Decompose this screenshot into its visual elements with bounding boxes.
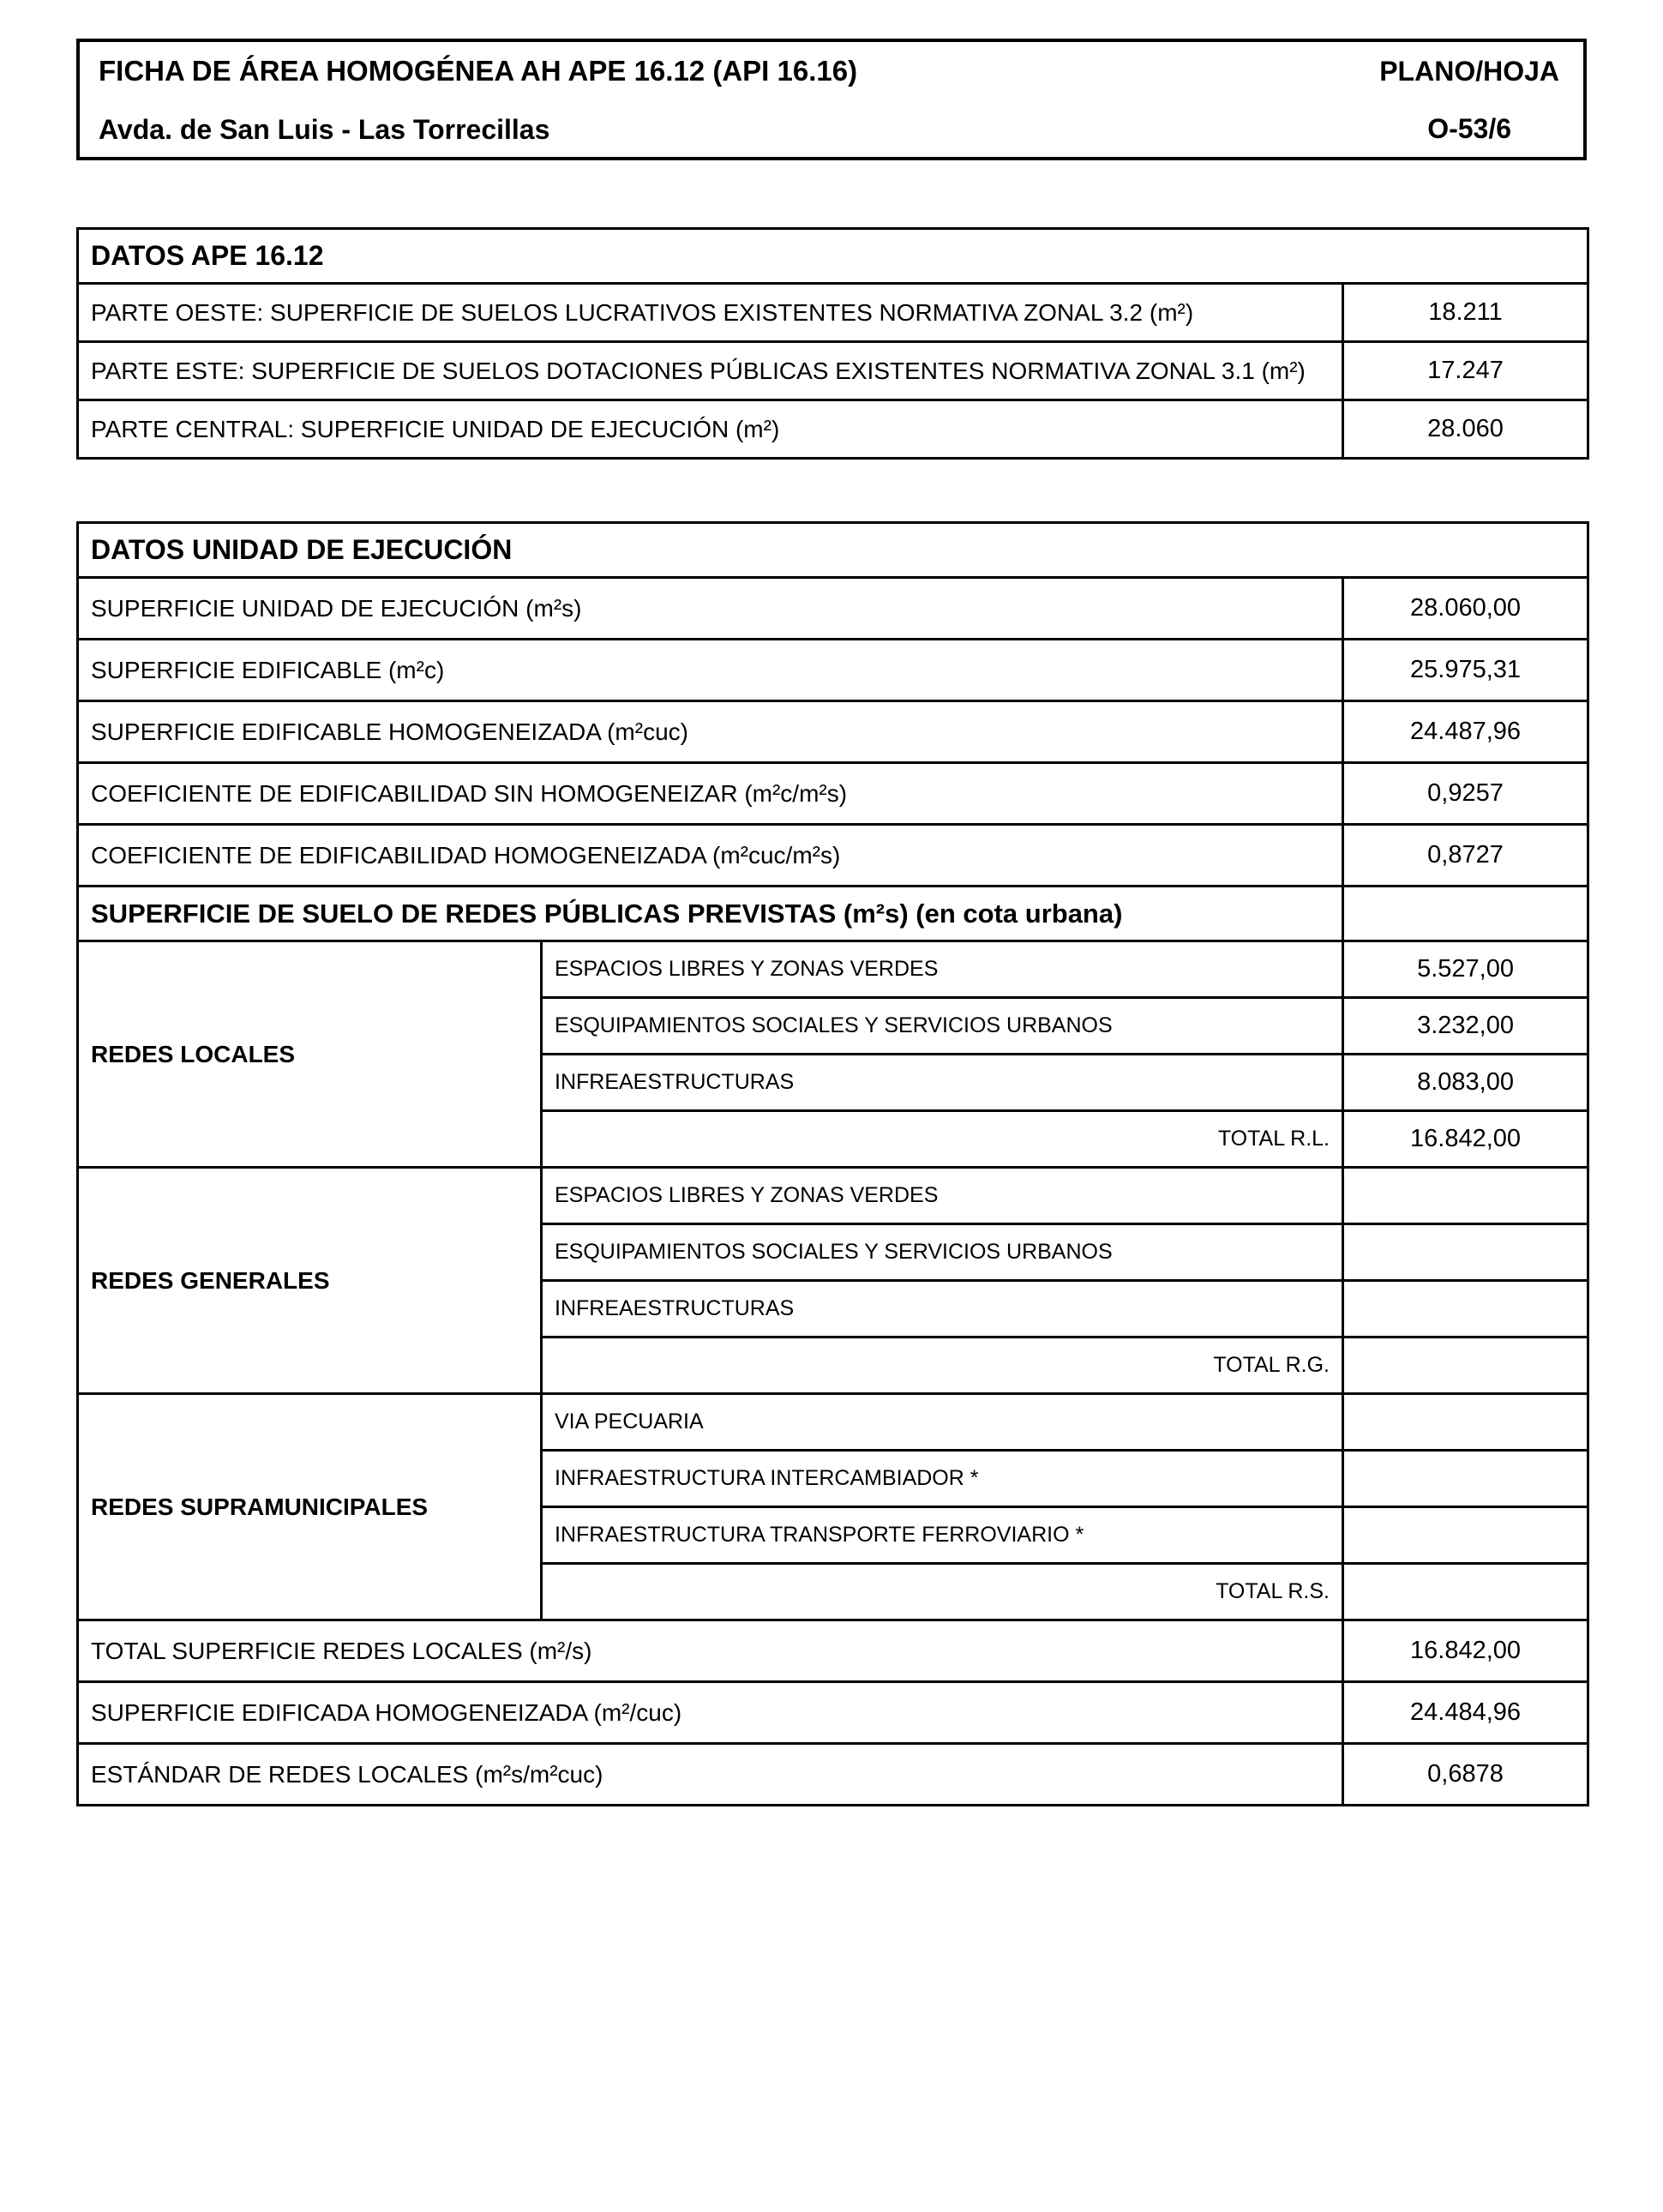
- total-value: 16.842,00: [1343, 1111, 1588, 1168]
- row-value-empty: [1343, 887, 1588, 941]
- table-row: [78, 701, 1588, 763]
- total-value: [1343, 1564, 1588, 1620]
- page-title: FICHA DE ÁREA HOMOGÉNEA AH APE 16.12 (API 16.16): [99, 55, 858, 87]
- row-value: [1343, 1168, 1588, 1224]
- group-label: REDES LOCALES: [78, 941, 542, 1168]
- datos-ape-title: DATOS APE 16.12: [78, 229, 1588, 284]
- row-value: [1343, 1281, 1588, 1337]
- row-label: SUPERFICIE UNIDAD DE EJECUCIÓN (m²s): [78, 578, 1343, 640]
- row-value: [1343, 1451, 1588, 1507]
- row-value: 28.060,00: [1343, 578, 1588, 640]
- row-label: COEFICIENTE DE EDIFICABILIDAD HOMOGENEIZADA (m²cuc/m²s): [78, 825, 1343, 887]
- table-row: [78, 640, 1588, 701]
- header-right: [1379, 56, 1564, 145]
- row-value: 3.232,00: [1343, 998, 1588, 1055]
- row-label: VIA PECUARIA: [542, 1394, 1343, 1451]
- page-subtitle: Avda. de San Luis - Las Torrecillas: [99, 113, 550, 145]
- row-value: 17.247: [1343, 342, 1588, 400]
- row-value: [1343, 1394, 1588, 1451]
- row-value: 5.527,00: [1343, 941, 1588, 998]
- table-row: [78, 400, 1588, 459]
- row-label: ESQUIPAMIENTOS SOCIALES Y SERVICIOS URBANOS: [542, 998, 1343, 1055]
- table-row: [78, 578, 1588, 640]
- total-label: TOTAL R.L.: [542, 1111, 1343, 1168]
- row-label: PARTE ESTE: SUPERFICIE DE SUELOS DOTACIONES PÚBLICAS EXISTENTES NORMATIVA ZONAL 3.1 (m²): [78, 342, 1343, 400]
- table-title-row: [78, 523, 1588, 578]
- table-row: [78, 1620, 1588, 1682]
- row-value: 24.487,96: [1343, 701, 1588, 763]
- table-row: [78, 284, 1588, 342]
- total-label: TOTAL R.S.: [542, 1564, 1343, 1620]
- table-row: [78, 763, 1588, 825]
- row-label: PARTE CENTRAL: SUPERFICIE UNIDAD DE EJECUCIÓN (m²): [78, 400, 1343, 459]
- datos-ue-title: DATOS UNIDAD DE EJECUCIÓN: [78, 523, 1588, 578]
- plano-hoja-label: PLANO/HOJA: [1379, 56, 1559, 87]
- row-label: SUPERFICIE EDIFICADA HOMOGENEIZADA (m²/cuc): [78, 1682, 1343, 1744]
- redes-header-row: [78, 887, 1588, 941]
- group-label: REDES SUPRAMUNICIPALES: [78, 1394, 542, 1620]
- row-label: SUPERFICIE EDIFICABLE HOMOGENEIZADA (m²cuc): [78, 701, 1343, 763]
- datos-unidad-ejecucion-table: [76, 521, 1589, 1806]
- row-label: INFREAESTRUCTURAS: [542, 1055, 1343, 1111]
- table-row: [78, 941, 1588, 998]
- row-label: PARTE OESTE: SUPERFICIE DE SUELOS LUCRATIVOS EXISTENTES NORMATIVA ZONAL 3.2 (m²): [78, 284, 1343, 342]
- table-row: [78, 1394, 1588, 1451]
- datos-ape-table: [76, 227, 1589, 460]
- row-label: ESPACIOS LIBRES Y ZONAS VERDES: [542, 1168, 1343, 1224]
- row-value: 18.211: [1343, 284, 1588, 342]
- plano-hoja-value: O-53/6: [1427, 113, 1512, 144]
- row-value: 8.083,00: [1343, 1055, 1588, 1111]
- group-label: REDES GENERALES: [78, 1168, 542, 1394]
- row-label: INFRAESTRUCTURA TRANSPORTE FERROVIARIO *: [542, 1507, 1343, 1564]
- table-row: [78, 825, 1588, 887]
- row-value: 0,8727: [1343, 825, 1588, 887]
- row-value: 25.975,31: [1343, 640, 1588, 701]
- row-value: [1343, 1224, 1588, 1281]
- table-row: [78, 1168, 1588, 1224]
- row-value: 24.484,96: [1343, 1682, 1588, 1744]
- table-row: [78, 342, 1588, 400]
- row-value: [1343, 1507, 1588, 1564]
- header-left: [99, 56, 857, 145]
- row-label: ESTÁNDAR DE REDES LOCALES (m²s/m²cuc): [78, 1744, 1343, 1806]
- redes-header-label: SUPERFICIE DE SUELO DE REDES PÚBLICAS PREVISTAS (m²s) (en cota urbana): [78, 887, 1343, 941]
- row-value: 28.060: [1343, 400, 1588, 459]
- row-label: COEFICIENTE DE EDIFICABILIDAD SIN HOMOGENEIZAR (m²c/m²s): [78, 763, 1343, 825]
- total-value: [1343, 1337, 1588, 1394]
- row-label: SUPERFICIE EDIFICABLE (m²c): [78, 640, 1343, 701]
- row-value: 0,9257: [1343, 763, 1588, 825]
- table-title-row: [78, 229, 1588, 284]
- row-label: ESPACIOS LIBRES Y ZONAS VERDES: [542, 941, 1343, 998]
- row-value: 0,6878: [1343, 1744, 1588, 1806]
- row-label: ESQUIPAMIENTOS SOCIALES Y SERVICIOS URBANOS: [542, 1224, 1343, 1281]
- row-label: INFREAESTRUCTURAS: [542, 1281, 1343, 1337]
- row-label: INFRAESTRUCTURA INTERCAMBIADOR *: [542, 1451, 1343, 1507]
- row-label: TOTAL SUPERFICIE REDES LOCALES (m²/s): [78, 1620, 1343, 1682]
- row-value: 16.842,00: [1343, 1620, 1588, 1682]
- total-label: TOTAL R.G.: [542, 1337, 1343, 1394]
- table-row: [78, 1682, 1588, 1744]
- header-box: [76, 39, 1587, 160]
- table-row: [78, 1744, 1588, 1806]
